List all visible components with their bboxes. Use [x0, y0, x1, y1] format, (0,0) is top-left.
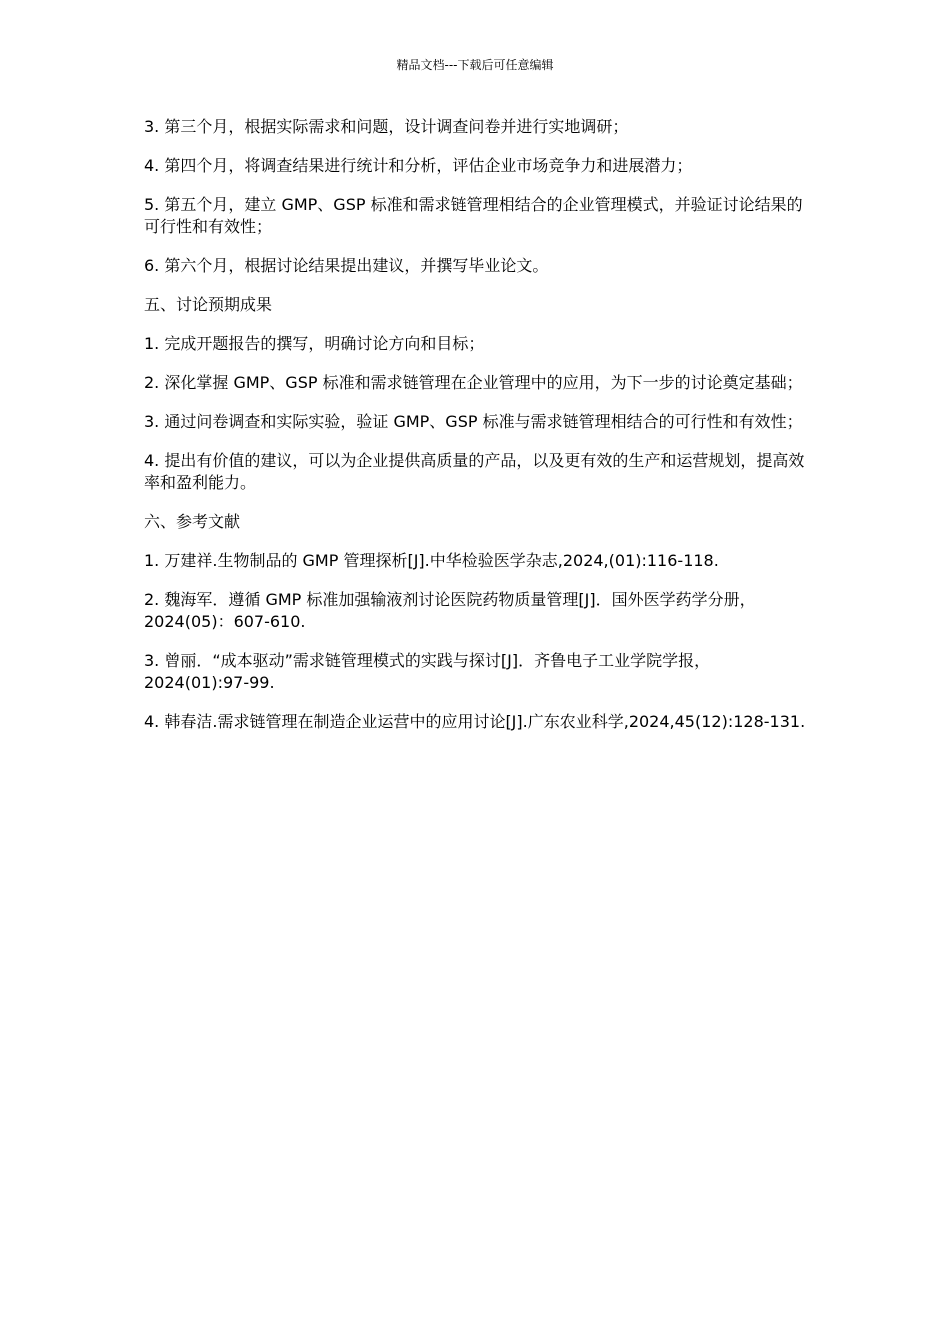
schedule-item-4: 4. 第四个月，将调查结果进行统计和分析，评估企业市场竞争力和进展潜力；: [144, 156, 693, 175]
section-heading-expected-results: 五、讨论预期成果: [144, 295, 273, 314]
schedule-item-5: 5. 第五个月，建立 GMP、GSP 标准和需求链管理相结合的企业管理模式，并验证讨论结果的可行性和有效性；: [144, 195, 803, 236]
reference-3: 3. 曾丽．“成本驱动”需求链管理模式的实践与探讨[J]．齐鲁电子工业学院学报，2024(01):97-99.: [144, 651, 711, 692]
reference-2: 2. 魏海军．遵循 GMP 标准加强输液剂讨论医院药物质量管理[J]．国外医学药学分册，2024(05)：607-610.: [144, 590, 756, 631]
document-body: [144, 116, 812, 750]
section-heading-references: 六、参考文献: [144, 512, 241, 531]
schedule-item-6: 6. 第六个月，根据讨论结果提出建议，并撰写毕业论文。: [144, 256, 549, 275]
expected-result-2: 2. 深化掌握 GMP、GSP 标准和需求链管理在企业管理中的应用，为下一步的讨论奠定基础；: [144, 373, 803, 392]
reference-1: 1. 万建祥.生物制品的 GMP 管理探析[J].中华检验医学杂志,2024,(01):116-118.: [144, 551, 719, 570]
page-header: 精品文档---下载后可任意编辑: [396, 58, 554, 72]
reference-4: 4. 韩春洁.需求链管理在制造企业运营中的应用讨论[J].广东农业科学,2024,45(12):128-131.: [144, 712, 806, 731]
schedule-item-3: 3. 第三个月，根据实际需求和问题，设计调查问卷并进行实地调研；: [144, 117, 629, 136]
expected-result-4: 4. 提出有价值的建议，可以为企业提供高质量的产品，以及更有效的生产和运营规划，提高效率和盈利能力。: [144, 451, 805, 492]
expected-result-3: 3. 通过问卷调查和实际实验，验证 GMP、GSP 标准与需求链管理相结合的可行性和有效性；: [144, 412, 803, 431]
expected-result-1: 1. 完成开题报告的撰写，明确讨论方向和目标；: [144, 334, 485, 353]
